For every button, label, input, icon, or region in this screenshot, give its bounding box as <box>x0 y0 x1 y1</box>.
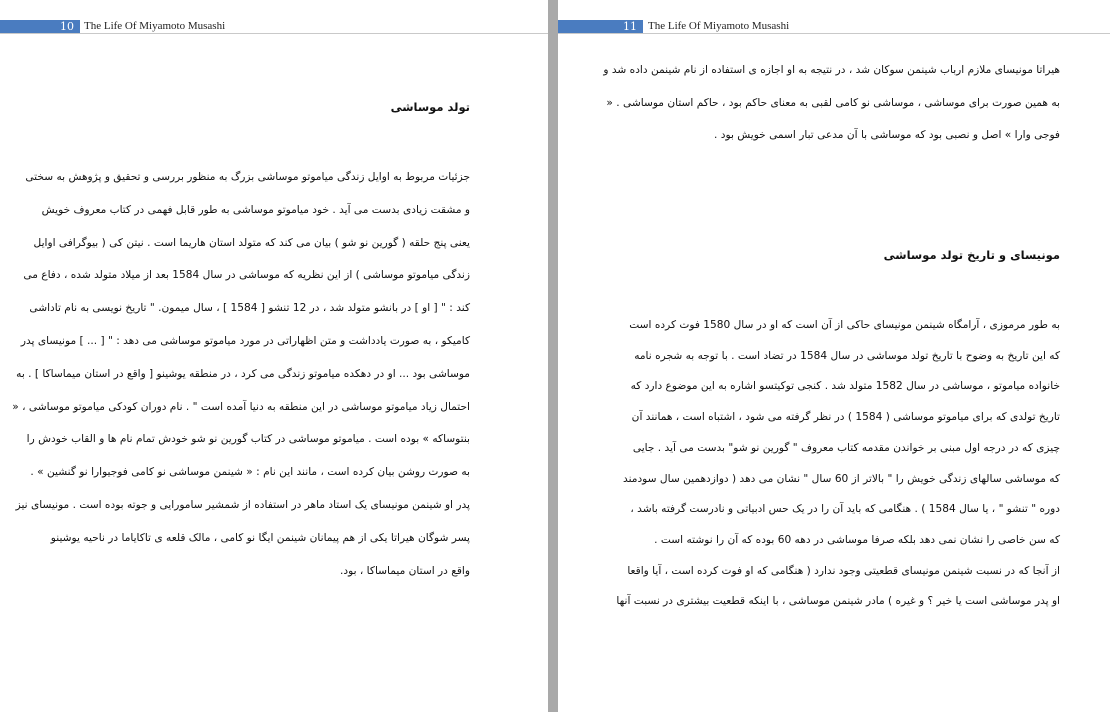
text-line: به صورت روشن بیان کرده است ، مانند این نام : « شینمن موساشی نو کامی فوجیوارا نو گنشین » . <box>30 466 470 479</box>
body-text <box>12 170 470 590</box>
text-line: پدر او شینمن مونیسای یک استاد ماهر در استفاده از شمشیر سامورایی و جوته بوده است . مونیسای نیز <box>15 499 470 511</box>
text-line: که سن خاصی را نشان نمی دهد بلکه صرفا موساشی در دهه 60 بوده که آن را نوشته است . <box>654 533 1060 546</box>
section-heading: مونیسای و تاریخ تولد موساشی <box>883 248 1060 262</box>
text-line: دوره " تنشو " ، یا سال 1584 ) . هنگامی که باید آن را در یک حس ادبیاتی و نادرست گرفته باشد ، <box>630 503 1060 516</box>
text-line: احتمال زیاد میاموتو موساشی در این منطقه به دنیا آمده است " . نام دوران کودکی میاموتو موساشی ، « <box>12 400 470 413</box>
text-line: بنتوساکه » بوده است . میاموتو موساشی در کتاب گورین نو شو خودش تمام نام ها و القاب خودش را <box>26 433 470 446</box>
text-line: واقع در استان میماساکا ، بود. <box>340 564 470 577</box>
text-line: به طور مرموزی ، آرامگاه شینمن مونیسای حاکی از آن است که او در سال 1580 فوت کرده است <box>629 319 1060 331</box>
page-gutter <box>548 0 558 712</box>
left-page <box>0 0 548 712</box>
text-line: چیزی که در درجه اول مبنی بر خواندن مقدمه کتاب معروف " گورین نو شو" بدست می آید . جایی <box>632 441 1060 454</box>
page-header <box>0 20 548 34</box>
page-number: 10 <box>0 20 80 33</box>
text-line: پسر شوگان هیراتا یکی از هم پیمانان شینمن ایگا نو کامی ، مالک قلعه ی تاکایاما در ناحیه یوشینو <box>50 531 470 544</box>
text-line: جزئیات مربوط به اوایل زندگی میاموتو موساشی بزرگ به منظور بررسی و تحقیق و پژوهش به سختی <box>25 171 470 183</box>
text-line: کامیکو ، به صورت یادداشت و متن اظهاراتی در مورد میاموتو موساشی می دهد : " [ ... ] مونیسای پدر <box>20 335 470 347</box>
page-header <box>558 20 1110 34</box>
text-line: که موساشی سالهای زندگی خویش را " بالاتر از 60 سال " نشان می دهد ( دوازدهمین سال سودمند <box>623 472 1060 485</box>
text-line: یعنی پنج حلقه ( گورین نو شو ) بیان می کند که متولد استان هاریما است . نیتن کی ( بیوگرافی اوایل <box>33 236 470 249</box>
text-line: کند : " [ او ] در بانشو متولد شد ، در 12 تنشو [ 1584 ] ، سال میمون. " تاریخ نویسی به نام تاداشی <box>29 302 470 315</box>
body-text <box>618 318 1060 638</box>
running-title: The Life Of Miyamoto Musashi <box>84 20 226 32</box>
text-line: خانواده میاموتو ، موساشی در سال 1582 متولد شد . کنجی توکیتسو اشاره به این موضوع دارد که <box>630 380 1060 393</box>
text-line: زندگی میاموتو موساشی ) از این نظریه که موساشی در سال 1584 بعد از میلاد متولد شده ، دفاع می <box>23 269 470 282</box>
header-rule <box>0 33 548 34</box>
text-line: هیراتا مونیسای ملازم ارباب شینمن سوکان شد ، در نتیجه به او اجازه ی استفاده از نام شینمن داده شد و <box>603 64 1060 76</box>
page-number: 11 <box>558 20 643 33</box>
body-text-top <box>603 63 1060 153</box>
text-line: به همین صورت برای موساشی ، موساشی نو کامی لقبی به معنای حاکم بود ، حاکم استان موساشی . « <box>606 96 1060 109</box>
text-line: فوجی وارا » اصل و نصبی بود که موساشی با آن مدعی تبار اسمی خویش بود . <box>714 129 1060 141</box>
text-line: و مشقت زیادی بدست می آید . خود میاموتو موساشی به طور قابل فهمی در کتاب معروف خویش <box>41 203 470 216</box>
text-line: موساشی بود ... او در دهکده میاموتو زندگی می کرد ، در منطقه یوشینو [ واقع در استان میماساکا ] . به <box>16 367 470 380</box>
right-page <box>558 0 1110 712</box>
running-title: The Life Of Miyamoto Musashi <box>648 20 790 32</box>
text-line: تاریخ تولدی که برای میاموتو موساشی ( 1584 ) در نظر گرفته می شود ، اشتباه است ، همانند آن <box>631 411 1060 424</box>
header-rule <box>558 33 1110 34</box>
text-line: از آنجا که در نسبت شینمن مونیسای قطعیتی وجود ندارد ( هنگامی که او فوت کرده است ، آیا واقعا <box>627 564 1060 577</box>
text-line: او پدر موساشی است یا خیر ؟ و غیره ) مادر شینمن موساشی ، با اینکه قطعیت بیشتری در نسبت آنها <box>616 595 1060 608</box>
text-line: که این تاریخ به وضوح با تاریخ تولد موساشی در سال 1584 در تضاد است . با توجه به شجره نامه <box>634 349 1060 362</box>
section-heading: تولد موساشی <box>390 100 470 114</box>
